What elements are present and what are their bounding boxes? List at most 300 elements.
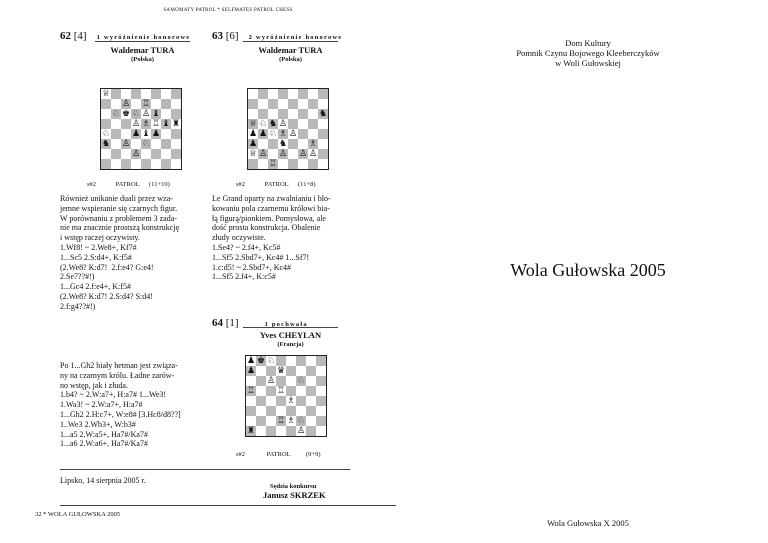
- solution-line: 2.Se7??#!): [60, 272, 95, 282]
- solution-line: 2.f:g4??#!): [60, 301, 96, 311]
- board-square: [151, 139, 161, 149]
- chess-piece: ♙: [308, 149, 318, 159]
- booklet-title: Wola Gułowska 2005: [510, 260, 666, 280]
- board-square: [121, 99, 131, 109]
- board-square: [121, 159, 131, 169]
- board-square: [308, 119, 318, 129]
- chess-piece: ♘: [111, 109, 121, 119]
- piece-count: (11+10): [149, 181, 170, 188]
- stipulation: s#2: [236, 451, 246, 458]
- board-square: [111, 109, 121, 119]
- solution-line: 1...Gh2 2.H:c7+, W:e8# [3.Hc8/d8??]: [60, 409, 181, 419]
- author: Yves CHEYLAN: [259, 330, 322, 340]
- board-square: [298, 149, 308, 159]
- board-square: [308, 129, 318, 139]
- board-square: [161, 129, 171, 139]
- board-square: [258, 109, 268, 119]
- board-square: [298, 99, 308, 109]
- board-square: [151, 159, 161, 169]
- board-square: [266, 406, 276, 416]
- board-square: [161, 159, 171, 169]
- board-square: [256, 366, 266, 376]
- board-square: [111, 99, 121, 109]
- chess-piece: ♘: [101, 129, 111, 139]
- country: (Francja): [277, 341, 304, 348]
- board-square: [318, 99, 328, 109]
- chess-piece: ♖: [151, 119, 161, 129]
- board-square: [278, 139, 288, 149]
- board-square: [266, 396, 276, 406]
- problem-number: 64 [1]: [212, 317, 239, 329]
- stipulation-row: [87, 181, 207, 188]
- board-square: [278, 129, 288, 139]
- board-square: [278, 159, 288, 169]
- board-square: [296, 376, 306, 386]
- board-square: [268, 119, 278, 129]
- board-square: [306, 426, 316, 436]
- chess-piece: ♞: [101, 139, 111, 149]
- board-square: [318, 129, 328, 139]
- board-square: [266, 356, 276, 366]
- chess-piece: ♕: [248, 119, 258, 129]
- board-square: [248, 149, 258, 159]
- country: (Polska): [279, 56, 302, 63]
- board-square: [248, 119, 258, 129]
- board-square: [161, 109, 171, 119]
- chess-piece: ♗: [286, 416, 296, 426]
- chess-piece: ♞: [318, 109, 328, 119]
- board-square: [316, 396, 326, 406]
- board-square: [248, 109, 258, 119]
- board-square: [306, 416, 316, 426]
- chess-piece: ♖: [276, 386, 286, 396]
- board-square: [258, 149, 268, 159]
- chess-piece: ♜: [246, 426, 256, 436]
- solution-line: 1...a5 2.W:a5+, Ha7#/Ka7#: [60, 429, 148, 439]
- board-square: [246, 356, 256, 366]
- board-square: [298, 139, 308, 149]
- chess-piece: ♞: [278, 139, 288, 149]
- chess-piece: ♘: [266, 356, 276, 366]
- award-label: 1 wyróżnienie honorowe: [96, 34, 191, 41]
- board-square: [316, 386, 326, 396]
- solution-line: 1.Se4? ~ 2.f4+, Kc5#: [212, 242, 281, 252]
- board-square: [286, 406, 296, 416]
- board-square: [111, 139, 121, 149]
- board-square: [161, 99, 171, 109]
- award-label: 1 pochwała: [264, 321, 308, 328]
- board-square: [288, 89, 298, 99]
- chess-piece: ♟: [151, 129, 161, 139]
- board-square: [308, 99, 318, 109]
- genre: PATROL: [266, 451, 291, 458]
- chess-board-64: [245, 355, 327, 437]
- board-square: [288, 159, 298, 169]
- board-square: [101, 119, 111, 129]
- board-square: [111, 159, 121, 169]
- board-square: [111, 149, 121, 159]
- chess-piece: ♙: [131, 119, 141, 129]
- board-square: [171, 159, 181, 169]
- piece-count: (9+9): [306, 451, 321, 458]
- board-square: [121, 119, 131, 129]
- board-square: [111, 119, 121, 129]
- board-square: [306, 366, 316, 376]
- board-square: [171, 99, 181, 109]
- solution-line: 1.Wf8! ~ 2.We8+, Kf7#: [60, 242, 137, 252]
- board-square: [246, 426, 256, 436]
- board-square: [286, 376, 296, 386]
- chess-piece: ♛: [276, 366, 286, 376]
- board-square: [248, 99, 258, 109]
- chess-piece: ♘: [258, 119, 268, 129]
- chess-piece: ♟: [258, 129, 268, 139]
- board-square: [258, 139, 268, 149]
- judge-name: Janusz SKRZEK: [263, 490, 326, 500]
- board-square: [171, 109, 181, 119]
- board-square: [288, 139, 298, 149]
- board-square: [306, 406, 316, 416]
- board-square: [131, 159, 141, 169]
- chess-piece: ♙: [121, 99, 131, 109]
- solution-line: (2.We8? K:d7! 2.S:d4? S:d4!: [60, 291, 153, 301]
- board-square: [141, 89, 151, 99]
- solution-line: 1.Wa3! ~ 2.W:a7+, H:a7#: [60, 400, 143, 410]
- stipulation: s#2: [236, 181, 246, 188]
- board-square: [246, 416, 256, 426]
- stipulation: s#2: [87, 181, 97, 188]
- board-square: [286, 416, 296, 426]
- chess-piece: ♘: [268, 129, 278, 139]
- chess-board-63: [247, 88, 329, 170]
- board-square: [141, 139, 151, 149]
- board-square: [296, 426, 306, 436]
- chess-piece: ♙: [296, 426, 306, 436]
- venue-line: w Woli Gułowskiej: [555, 58, 621, 68]
- board-square: [306, 376, 316, 386]
- board-square: [308, 139, 318, 149]
- board-square: [286, 396, 296, 406]
- board-square: [258, 99, 268, 109]
- chess-piece: ♘: [141, 139, 151, 149]
- board-square: [276, 406, 286, 416]
- board-square: [151, 119, 161, 129]
- board-square: [298, 129, 308, 139]
- board-square: [268, 159, 278, 169]
- board-square: [141, 149, 151, 159]
- board-square: [288, 99, 298, 109]
- board-square: [298, 89, 308, 99]
- board-square: [278, 149, 288, 159]
- board-square: [101, 149, 111, 159]
- solution-line: 1...Sf5 2.Sbd7+, Kc4# 1...Sf7!: [212, 252, 310, 262]
- board-square: [268, 139, 278, 149]
- board-square: [296, 356, 306, 366]
- board-square: [288, 129, 298, 139]
- board-square: [276, 396, 286, 406]
- solution-63: [212, 194, 331, 282]
- board-square: [276, 416, 286, 426]
- board-square: [141, 119, 151, 129]
- solution-line: 1...Gc4 2.f:e4+, K:f5#: [60, 282, 131, 292]
- genre: PATROL: [264, 181, 289, 188]
- board-square: [288, 149, 298, 159]
- solution-line: kowaniu pola czarnemu królowi bia-: [212, 203, 330, 213]
- solution-line: (2.We8? K:d7! 2.f:e4? G:e4!: [60, 262, 154, 272]
- solution-line: 1...a6 2.W:a6+, Ha7#/Ka7#: [60, 439, 148, 449]
- board-square: [276, 376, 286, 386]
- chess-piece: ♕: [101, 89, 111, 99]
- board-square: [141, 159, 151, 169]
- running-head: SAMOMATY PATROL * SELFMATES PATROL CHESS: [163, 8, 293, 13]
- solution-line: i wstęp raczej oczywisty.: [60, 233, 140, 243]
- board-square: [101, 99, 111, 109]
- board-square: [131, 99, 141, 109]
- chess-piece: ♚: [121, 109, 131, 119]
- board-square: [268, 109, 278, 119]
- board-square: [318, 149, 328, 159]
- solution-line: 1.b4? ~ 2.W:a7+, H:a7# 1...We3!: [60, 390, 167, 400]
- chess-piece: ♖: [246, 386, 256, 396]
- page-footer: 32 * WOLA GUŁOWSKA 2005: [35, 511, 121, 518]
- chess-piece: ♙: [121, 139, 131, 149]
- solution-line: ny na czarnym królu. Ładne zarów-: [60, 370, 175, 380]
- chess-piece: ♜: [171, 119, 181, 129]
- chess-piece: ♗: [308, 139, 318, 149]
- board-square: [316, 376, 326, 386]
- chess-piece: ♟: [248, 139, 258, 149]
- board-square: [318, 159, 328, 169]
- chess-piece: ♘: [296, 416, 306, 426]
- stipulation-row: [236, 181, 356, 188]
- board-square: [266, 426, 276, 436]
- board-square: [161, 139, 171, 149]
- board-square: [308, 159, 318, 169]
- board-square: [131, 149, 141, 159]
- board-square: [306, 396, 316, 406]
- chess-piece: ♙: [278, 149, 288, 159]
- board-square: [101, 139, 111, 149]
- rule: [243, 327, 338, 328]
- board-square: [276, 366, 286, 376]
- board-square: [288, 109, 298, 119]
- problem-number: 63 [6]: [212, 30, 239, 42]
- chess-piece: ♘: [131, 109, 141, 119]
- author: Waldemar TURA: [110, 45, 175, 55]
- board-square: [278, 99, 288, 109]
- board-square: [278, 89, 288, 99]
- chess-piece: ♘: [296, 376, 306, 386]
- solution-line: nie ma znacznie prostszą konstrukcję: [60, 223, 180, 233]
- board-square: [266, 386, 276, 396]
- board-square: [268, 99, 278, 109]
- board-square: [256, 406, 266, 416]
- author: Waldemar TURA: [258, 45, 323, 55]
- chess-piece: ♝: [161, 119, 171, 129]
- solution-line: Również unikanie duali przez wza-: [60, 194, 173, 203]
- place-date: Lipsko, 14 sierpnia 2005 r.: [60, 476, 146, 485]
- solution-line: W porównaniu z problemem 3 zada-: [60, 213, 177, 223]
- genre: PATROL: [115, 181, 140, 188]
- chess-piece: ♟: [246, 356, 256, 366]
- solution-line: Le Grand oparty na zwalnianiu i blo-: [212, 194, 331, 203]
- board-square: [131, 109, 141, 119]
- board-square: [121, 89, 131, 99]
- board-square: [248, 89, 258, 99]
- board-square: [111, 129, 121, 139]
- board-square: [151, 129, 161, 139]
- solution-line: 1...Sf5 2.f4+, K:c5#: [212, 272, 276, 282]
- board-square: [286, 426, 296, 436]
- solution-line: Po 1...Gh2 biały hetman jest związa-: [60, 361, 178, 370]
- board-square: [248, 139, 258, 149]
- board-square: [151, 99, 161, 109]
- chess-board-62: [100, 88, 182, 170]
- board-square: [286, 386, 296, 396]
- board-square: [258, 159, 268, 169]
- board-square: [276, 426, 286, 436]
- board-square: [171, 119, 181, 129]
- venue-header: [468, 38, 708, 68]
- board-square: [246, 386, 256, 396]
- board-square: [308, 149, 318, 159]
- board-square: [268, 129, 278, 139]
- board-square: [151, 149, 161, 159]
- board-square: [171, 89, 181, 99]
- board-square: [121, 139, 131, 149]
- board-square: [298, 119, 308, 129]
- board-square: [296, 396, 306, 406]
- board-square: [278, 119, 288, 129]
- board-square: [248, 129, 258, 139]
- board-square: [296, 406, 306, 416]
- board-square: [246, 366, 256, 376]
- board-square: [141, 129, 151, 139]
- board-square: [161, 119, 171, 129]
- board-square: [316, 406, 326, 416]
- board-square: [131, 119, 141, 129]
- board-square: [296, 416, 306, 426]
- board-square: [318, 89, 328, 99]
- board-square: [278, 109, 288, 119]
- chess-piece: ♞: [268, 119, 278, 129]
- chess-piece: ♟: [131, 129, 141, 139]
- chess-piece: ♗: [286, 396, 296, 406]
- board-square: [308, 89, 318, 99]
- board-square: [131, 129, 141, 139]
- chess-piece: ♖: [141, 99, 151, 109]
- board-square: [318, 119, 328, 129]
- solution-line: łą figurą/pionkiem. Pomysłowa, ale: [212, 213, 326, 223]
- board-square: [318, 109, 328, 119]
- board-square: [286, 366, 296, 376]
- board-square: [248, 159, 258, 169]
- solution-line: dość prosta konstrukcja. Obalenie: [212, 223, 321, 233]
- board-square: [306, 386, 316, 396]
- solution-62: [60, 194, 179, 312]
- board-square: [306, 356, 316, 366]
- board-square: [121, 149, 131, 159]
- board-square: [316, 416, 326, 426]
- problem-number: 62 [4]: [60, 30, 87, 42]
- board-square: [256, 426, 266, 436]
- board-square: [151, 109, 161, 119]
- board-square: [316, 366, 326, 376]
- board-square: [246, 376, 256, 386]
- board-square: [266, 366, 276, 376]
- board-square: [296, 386, 306, 396]
- chess-piece: ♙: [131, 149, 141, 159]
- stipulation-row: [236, 451, 356, 458]
- board-square: [256, 396, 266, 406]
- judge-label: Sędzia konkursu: [270, 483, 317, 490]
- rule: [243, 41, 338, 42]
- bottom-rule: [60, 505, 396, 506]
- board-square: [171, 139, 181, 149]
- solution-64: [60, 361, 181, 449]
- chess-piece: ♗: [141, 119, 151, 129]
- chess-piece: ♗: [278, 129, 288, 139]
- solution-line: no wstęp, jak i złuda.: [60, 380, 128, 390]
- chess-piece: ♟: [246, 366, 256, 376]
- board-square: [316, 426, 326, 436]
- board-square: [318, 139, 328, 149]
- venue-line: Dom Kultury: [565, 38, 611, 48]
- board-square: [171, 149, 181, 159]
- piece-count: (11+8): [298, 181, 316, 188]
- chess-piece: ♙: [278, 119, 288, 129]
- board-square: [101, 129, 111, 139]
- board-square: [296, 366, 306, 376]
- chess-piece: ♙: [266, 376, 276, 386]
- chess-piece: ♚: [256, 356, 266, 366]
- board-square: [256, 376, 266, 386]
- chess-piece: ♖: [268, 159, 278, 169]
- chess-piece: ♙: [298, 149, 308, 159]
- board-square: [258, 89, 268, 99]
- board-square: [298, 109, 308, 119]
- board-square: [101, 89, 111, 99]
- board-square: [246, 396, 256, 406]
- solution-line: 1..We3 2.Wb3+, W:b3#: [60, 419, 136, 429]
- board-square: [131, 139, 141, 149]
- board-square: [268, 149, 278, 159]
- chess-piece: ♟: [248, 129, 258, 139]
- board-square: [131, 89, 141, 99]
- chess-piece: ♙: [141, 109, 151, 119]
- board-square: [266, 376, 276, 386]
- board-square: [111, 89, 121, 99]
- chess-piece: ♙: [258, 149, 268, 159]
- board-square: [268, 89, 278, 99]
- chess-piece: ♙: [288, 129, 298, 139]
- board-square: [276, 386, 286, 396]
- venue-line: Pomnik Czynu Bojowego Kleeberczyków: [516, 48, 660, 58]
- problem-64-header: [212, 313, 362, 331]
- solution-line: 1.c:d5! ~ 2.Sbd7+, Kc4#: [212, 262, 292, 272]
- chess-piece: ♕: [248, 149, 258, 159]
- board-square: [256, 416, 266, 426]
- rule: [95, 41, 190, 42]
- country: (Polska): [131, 56, 154, 63]
- board-square: [256, 386, 266, 396]
- board-square: [308, 109, 318, 119]
- board-square: [276, 356, 286, 366]
- board-square: [121, 129, 131, 139]
- board-square: [256, 356, 266, 366]
- solution-line: 1...Sc5 2.S:d4+, K:f5#: [60, 252, 132, 262]
- chess-piece: ♝: [141, 129, 151, 139]
